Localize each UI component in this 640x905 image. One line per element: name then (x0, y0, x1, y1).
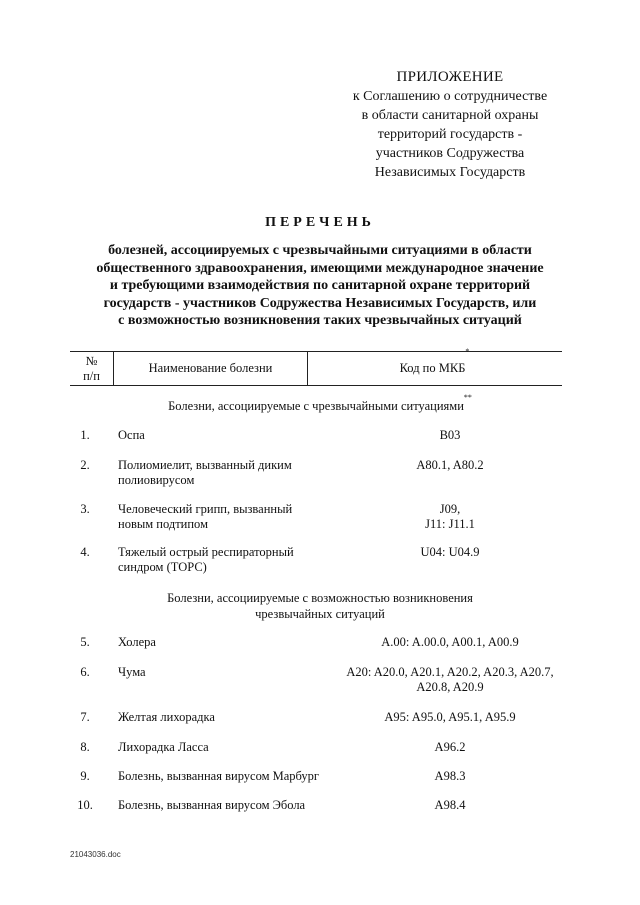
icd-code-line: U04: U04.9 (420, 545, 480, 559)
disease-name-line: Холера (118, 635, 156, 649)
icd-code-line: A20: A20.0, A20.1, A20.2, A20.3, A20.7, (346, 665, 554, 679)
section-footnote-mark: ** (463, 393, 472, 402)
disease-name (118, 545, 338, 575)
column-header-code (307, 347, 562, 385)
section-title-line: Болезни, ассоциируемые с возможностью возникновения (167, 591, 473, 605)
row-number: 1. (80, 428, 90, 442)
column-header-number (70, 352, 114, 385)
icd-code (335, 769, 565, 784)
row-number: 9. (80, 769, 90, 783)
annex-line: Независимых Государств (374, 165, 526, 180)
subtitle-line: с возможностью возникновения таких чрезвычайных ситуаций (118, 313, 522, 328)
disease-name-line: Болезнь, вызванная вирусом Эбола (118, 798, 306, 812)
row-number: 8. (80, 740, 90, 754)
disease-name (118, 769, 338, 784)
icd-code-line: A98.3 (434, 769, 466, 783)
icd-code-line: A95: A95.0, A95.1, A95.9 (384, 710, 516, 724)
disease-name-line: Болезнь, вызванная вирусом Марбург (118, 769, 320, 783)
icd-code (335, 740, 565, 755)
disease-name-line: полиовирусом (118, 473, 195, 487)
disease-name (118, 665, 338, 680)
header-no-symbol: № (85, 354, 98, 368)
icd-code-line: J11: J11.1 (425, 517, 475, 531)
file-name-footer: 21043036.doc (70, 850, 121, 859)
disease-name-line: Лихорадка Ласса (118, 740, 209, 754)
header-no-abbr: п/п (83, 369, 100, 383)
section-heading-2 (120, 590, 520, 622)
disease-name-line: Оспа (118, 428, 145, 442)
annex-heading: ПРИЛОЖЕНИЕ (396, 69, 504, 85)
icd-code (335, 665, 565, 695)
disease-name (118, 798, 338, 813)
icd-code (335, 635, 565, 650)
row-number: 7. (80, 710, 90, 724)
row-number: 5. (80, 635, 90, 649)
icd-code-line: J09, (439, 502, 461, 516)
column-header-name: Наименование болезни (114, 352, 308, 385)
icd-code-line: A20.8, A20.9 (416, 680, 484, 694)
disease-name (118, 635, 338, 650)
annex-line: участников Содружества (375, 146, 525, 161)
annex-block (330, 68, 570, 182)
header-code-label: Код по МКБ (399, 361, 466, 375)
disease-name-line: Человеческий грипп, вызванный (118, 502, 293, 516)
subtitle-line: государств - участников Содружества Независимых Государств, или (103, 295, 537, 311)
section-title-line: чрезвычайных ситуаций (255, 607, 385, 621)
disease-name-line: синдром (ТОРС) (118, 560, 207, 574)
disease-name-line: Полиомиелит, вызванный диким (118, 458, 292, 472)
row-number: 6. (80, 665, 90, 679)
icd-code-line: A.00: A.00.0, A00.1, A00.9 (381, 635, 519, 649)
row-number: 10. (77, 798, 93, 812)
table-header (70, 347, 562, 386)
disease-name (118, 428, 338, 443)
icd-code (335, 502, 565, 532)
annex-line: территорий государств - (377, 127, 523, 142)
subtitle-line: болезней, ассоциируемых с чрезвычайными ситуациями в области (108, 243, 532, 258)
disease-name-line: Чума (118, 665, 146, 679)
icd-code-line: A80.1, A80.2 (416, 458, 484, 472)
icd-code (335, 458, 565, 473)
disease-name (118, 458, 338, 488)
section-heading-1 (120, 393, 520, 414)
disease-name (118, 502, 338, 532)
document-title: ПЕРЕЧЕНЬ (265, 215, 375, 230)
subtitle-line: общественного здравоохранения, имеющими международное значение (96, 260, 544, 276)
section-title: Болезни, ассоциируемые с чрезвычайными ситуациями (168, 399, 464, 413)
icd-code (335, 710, 565, 725)
annex-line: в области санитарной охраны (361, 108, 539, 123)
row-number: 4. (80, 545, 90, 559)
row-number: 2. (80, 458, 90, 472)
disease-name (118, 710, 338, 725)
icd-code-line: A98.4 (434, 798, 466, 812)
icd-code (335, 798, 565, 813)
subtitle-line: и требующими взаимодействия по санитарной охране территорий (109, 278, 531, 293)
document-subtitle (60, 242, 580, 330)
header-code-footnote-mark: * (465, 347, 470, 356)
disease-name-line: Желтая лихорадка (118, 710, 215, 724)
annex-line: к Соглашению о сотрудничестве (352, 89, 548, 104)
disease-name-line: новым подтипом (118, 517, 208, 531)
row-number: 3. (80, 502, 90, 516)
icd-code (335, 545, 565, 560)
icd-code-line: B03 (439, 428, 461, 442)
icd-code-line: A96.2 (434, 740, 466, 754)
disease-name-line: Тяжелый острый респираторный (118, 545, 294, 559)
disease-name (118, 740, 338, 755)
icd-code (335, 428, 565, 443)
